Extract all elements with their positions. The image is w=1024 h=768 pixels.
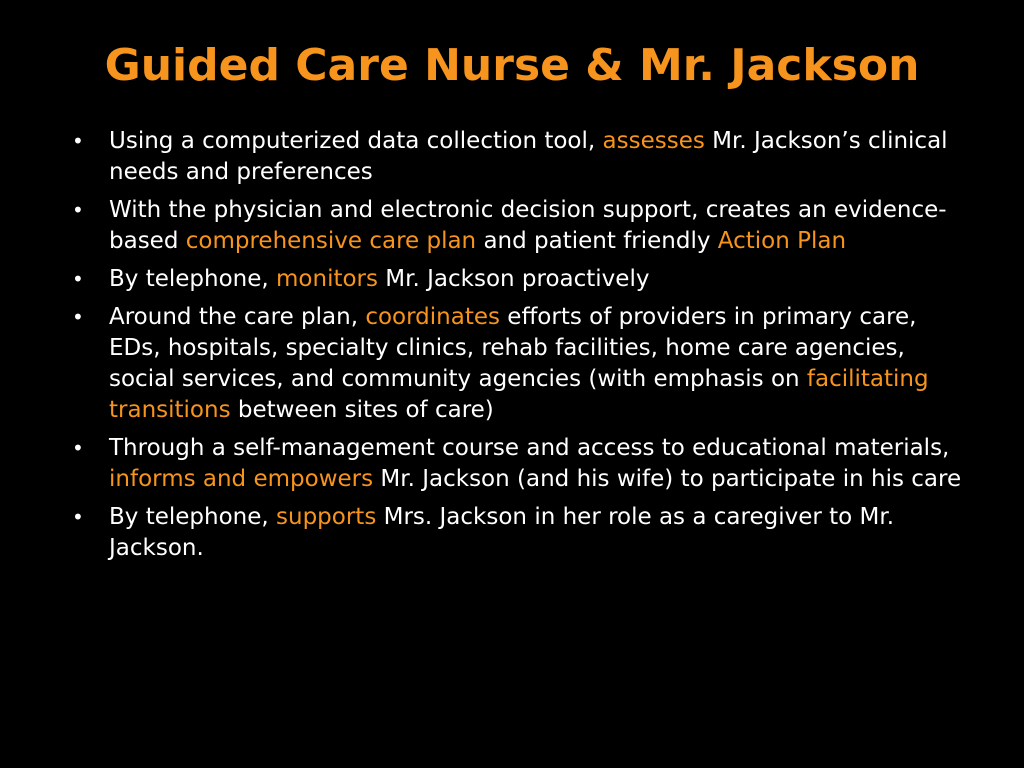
bullet-text: Mr. Jackson proactively	[378, 266, 650, 292]
bullet-item-care-plan	[72, 195, 962, 257]
bullet-highlight: comprehensive care plan	[185, 228, 477, 254]
bullet-text: By telephone,	[109, 266, 277, 292]
bullet-text: With the physician and electronic decision support, creates an evidence-based	[109, 197, 947, 254]
bullet-list	[72, 126, 962, 571]
bullet-text: Mrs. Jackson in her role as a caregiver to Mr. Jackson.	[109, 504, 895, 561]
bullet-dot-icon: •	[72, 305, 84, 329]
bullet-text: Through a self-management course and access to educational materials,	[109, 435, 950, 461]
bullet-item-informs	[72, 433, 962, 495]
bullet-dot-icon: •	[72, 198, 84, 222]
bullet-text: Using a computerized data collection tool,	[109, 128, 603, 154]
bullet-item-supports	[72, 502, 962, 564]
bullet-dot-icon: •	[72, 436, 84, 460]
bullet-text: and patient friendly	[476, 228, 718, 254]
bullet-highlight: coordinates	[365, 304, 500, 330]
bullet-text: efforts of providers in primary care, EDs, hospitals, specialty clinics, rehab facilities, home care agencies, social services, and community agencies (with emphasis on	[109, 304, 917, 392]
bullet-dot-icon: •	[72, 129, 84, 153]
bullet-item-assesses	[72, 126, 962, 188]
bullet-highlight: Action Plan	[717, 228, 847, 254]
bullet-highlight: informs and empowers	[109, 466, 374, 492]
bullet-text: Around the care plan,	[109, 304, 366, 330]
bullet-highlight: assesses	[602, 128, 705, 154]
bullet-text: Mr. Jackson’s clinical needs and preferences	[109, 128, 948, 185]
bullet-item-monitors	[72, 264, 962, 295]
bullet-highlight: monitors	[276, 266, 378, 292]
bullet-highlight: facilitating transitions	[109, 366, 929, 423]
bullet-item-coordinates	[72, 302, 962, 426]
bullet-highlight: supports	[276, 504, 377, 530]
bullet-dot-icon: •	[72, 267, 84, 291]
slide-title: Guided Care Nurse & Mr. Jackson	[104, 40, 920, 91]
bullet-dot-icon: •	[72, 505, 84, 529]
bullet-text: By telephone,	[109, 504, 277, 530]
bullet-text: between sites of care)	[230, 397, 494, 423]
bullet-text: Mr. Jackson (and his wife) to participate in his care	[373, 466, 962, 492]
